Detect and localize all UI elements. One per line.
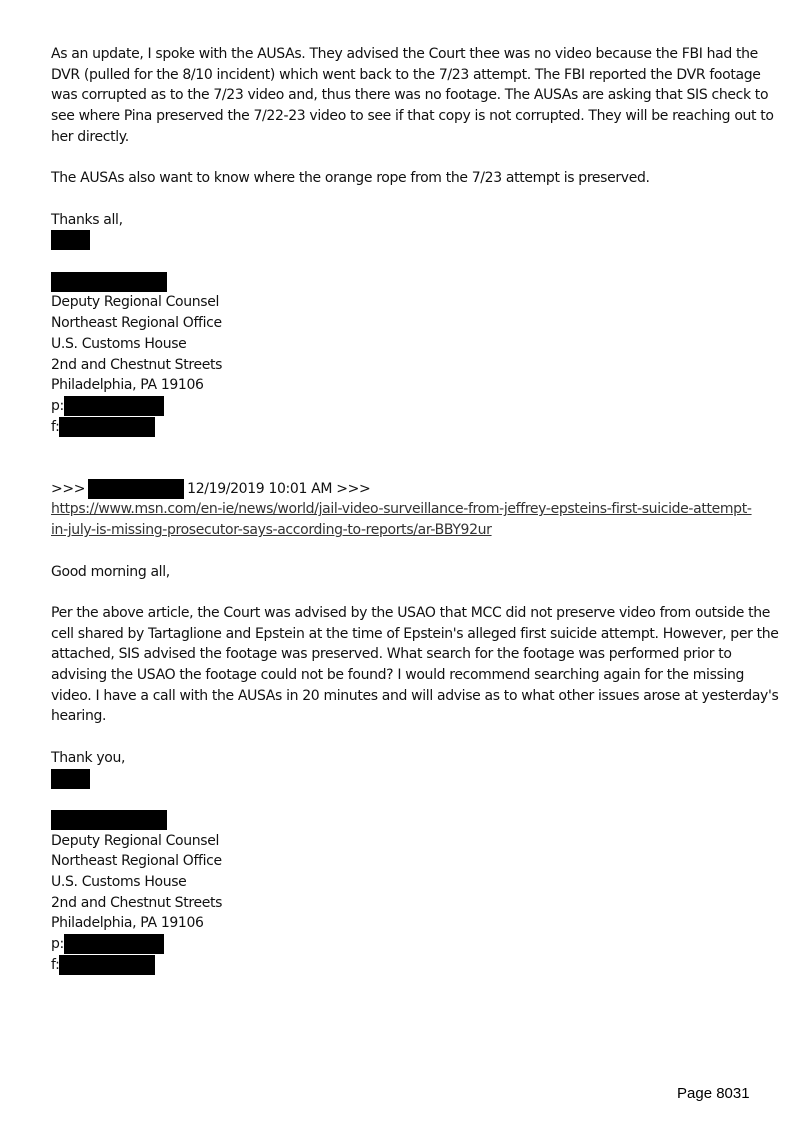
redacted-full-name: [51, 810, 167, 830]
forward-header: [51, 479, 751, 500]
text-line: As an update, I spoke with the AUSAs. They advised the Court thee was no video because the FBI had the: [51, 46, 758, 62]
forward-suffix: >>>: [336, 480, 371, 497]
signature-street: 2nd and Chestnut Streets: [51, 894, 223, 911]
closing-text: Thank you,: [51, 749, 126, 766]
phone-label: p:: [51, 397, 64, 414]
text-line: attached, SIS advised the footage was preserved. What search for the footage was performed prior to: [51, 646, 732, 663]
article-link-continued[interactable]: in-july-is-missing-prosecutor-says-according-to-reports/ar-BBY92ur: [51, 522, 492, 539]
text-line: The AUSAs also want to know where the orange rope from the 7/23 attempt is preserved.: [51, 170, 650, 187]
redacted-first-name: [51, 769, 90, 789]
page-number: Page 8031: [677, 1085, 750, 1102]
forward-prefix: >>>: [51, 480, 86, 497]
signature-city: Philadelphia, PA 19106: [51, 377, 204, 394]
text-line: cell shared by Tartaglione and Epstein at the time of Epstein's alleged first suicide attempt. However, per the: [51, 625, 779, 642]
redacted-full-name: [51, 272, 167, 292]
closing-block-1: [51, 210, 751, 438]
signature-office: Northeast Regional Office: [51, 315, 222, 332]
text-line: was corrupted as to the 7/23 video and, thus there was no footage. The AUSAs are asking that SIS check to: [51, 87, 769, 104]
forward-timestamp: 12/19/2019 10:01 AM: [187, 480, 333, 497]
article-link-block: [51, 499, 751, 540]
fax-label: f:: [51, 956, 60, 973]
text-line: hearing.: [51, 708, 107, 725]
text-line: advising the USAO the footage could not be found? I would recommend searching again for the missing: [51, 667, 745, 683]
text-line: video. I have a call with the AUSAs in 20 minutes and will advise as to what other issues arose at yesterday's: [51, 687, 779, 704]
email-document: [51, 44, 779, 976]
greeting-text: Good morning all,: [51, 563, 170, 580]
signature-building: U.S. Customs House: [51, 874, 187, 890]
article-link[interactable]: https://www.msn.com/en-ie/news/world/jail-video-surveillance-from-jeffrey-epsteins-first-suicide-attempt-: [51, 501, 752, 518]
signature-city: Philadelphia, PA 19106: [51, 915, 204, 932]
phone-label: p:: [51, 936, 64, 953]
redacted-first-name: [51, 230, 90, 250]
body-paragraph: [51, 603, 779, 727]
redacted-phone: [64, 934, 164, 954]
text-line: see where Pina preserved the 7/22-23 video to see if that copy is not corrupted. They will be reaching out to: [51, 108, 774, 125]
redacted-fax: [59, 417, 155, 437]
text-line: Per the above article, the Court was advised by the USAO that MCC did not preserve video from outside the: [51, 604, 771, 621]
signature-building: U.S. Customs House: [51, 335, 187, 352]
text-line: DVR (pulled for the 8/10 incident) which went back to the 7/23 attempt. The FBI reported the DVR footage: [51, 66, 761, 83]
closing-block-2: [51, 748, 751, 976]
redacted-fax: [59, 955, 155, 975]
update-paragraph: [51, 44, 774, 148]
signature-office: Northeast Regional Office: [51, 853, 222, 870]
greeting: [51, 562, 751, 583]
signature-title: Deputy Regional Counsel: [51, 832, 220, 849]
closing-text: Thanks all,: [51, 211, 123, 228]
redacted-phone: [64, 396, 164, 416]
text-line: her directly.: [51, 128, 129, 145]
fax-label: f:: [51, 418, 60, 435]
signature-street: 2nd and Chestnut Streets: [51, 356, 223, 373]
redacted-sender: [88, 479, 184, 499]
signature-title: Deputy Regional Counsel: [51, 294, 220, 311]
rope-paragraph: [51, 168, 751, 189]
